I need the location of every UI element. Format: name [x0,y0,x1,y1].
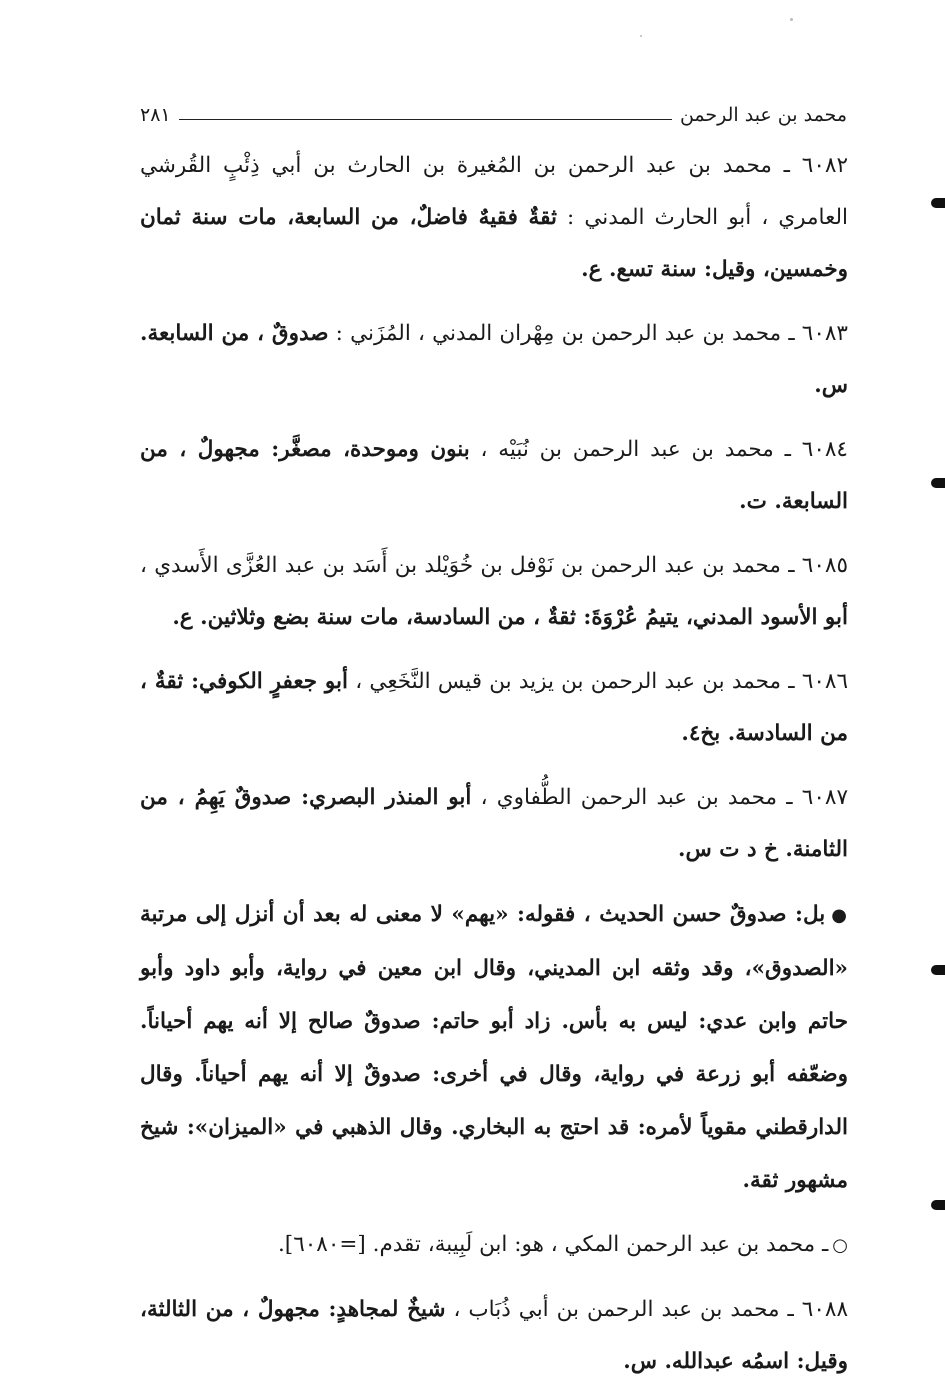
entry-6085 [140,540,848,644]
comment-text: بل: صدوقٌ حسن الحديث ، فقوله: «يهم» لا معنى له بعد أن أنزل إلى مرتبة «الصدوق»، وقد وثقه ابن المديني، وقال ابن معين في رواية، وأبو داود وأبو حاتم وابن عدي: ليس به بأس. زاد أبو حاتم: صدوقٌ صالح إلا أنه يهم أحياناً. وضعّفه أبو زرعة في رواية، وقال في أخرى: صدوقٌ إلا أنه يهم أحياناً. وقال الدارقطني مقوياً لأمره: قد احتج به البخاري. وقال الذهبي في «الميزان»: شيخ مشهور ثقة. [140,902,848,1193]
page-body [140,140,848,1400]
entry-6083 [140,308,848,412]
entry-grade: أبو المنذر البصري: صدوقٌ يَهِمُ ، من الثامنة. خ د ت س. [140,785,848,862]
entry-text: محمد بن عبد الرحمن بن نَوْفل بن خُوَيْلد بن أَسَد بن عبد العُزَّى الأَسدي ، [140,553,781,578]
scan-speck [640,35,642,37]
entry-text: محمد بن عبد الرحمن بن أبي ذُبَاب ، [453,1297,780,1322]
entry-grade: ثقةٌ فقيهٌ فاضلٌ، من السابعة، مات سنة ثمان وخمسين، وقيل: سنة تسع. ع. [140,205,848,282]
entry-6086 [140,656,848,760]
editor-comment [140,888,848,1207]
header-title: محمد بن عبد الرحمن [679,104,847,126]
entry-grade: أبو الأسود المدني، يتيمُ عُرْوَةَ: ثقةٌ ، من السادسة، مات سنة بضع وثلاثين. ع. [172,605,848,630]
page-edge-mark [931,965,945,975]
entry-grade: صدوقٌ ، من السابعة. س. [140,321,848,398]
entry-6087 [140,772,848,876]
page-edge-mark [931,1200,945,1210]
entry-number: ٦٠٨٦ ـ [788,669,849,694]
entry-text: محمد بن عبد الرحمن بن نُبَيْه ، [480,437,774,462]
entry-grade: شيخٌ لمجاهدٍ: مجهولٌ ، من الثالثة، وقيل: اسمُه عبدالله. س. [140,1297,848,1374]
open-circle-icon: ○ [832,1235,848,1256]
scan-speck [790,18,793,21]
entry-6084 [140,424,848,528]
page-edge-mark [931,478,945,488]
entry-grade: بنون وموحدة، مصغَّر: مجهولٌ ، من السابعة. ت. [140,437,848,514]
cross-ref-text: ـ محمد بن عبد الرحمن المكي ، هو: ابن لَبِيبة، تقدم. [=٦٠٨٠]. [277,1232,829,1257]
entry-grade: أبو جعفرٍ الكوفي: ثقةٌ ، من السادسة. بخ٤. [140,669,848,746]
entry-text: محمد بن عبد الرحمن بن المُغيرة بن الحارث بن أبي ذِئْبٍ القُرشي العامري ، أبو الحارث المدني : [140,153,848,230]
filled-circle-icon: ● [831,905,848,926]
header-rule [179,119,672,120]
entry-text: محمد بن عبد الرحمن بن مِهْران المدني ، المُزَني : [335,321,782,346]
entry-number: ٦٠٨٢ ـ [783,153,848,178]
cross-reference [140,1219,848,1272]
entry-text: محمد بن عبد الرحمن بن يزيد بن قيس النَّخَعِي ، [355,669,782,694]
entry-number: ٦٠٨٤ ـ [784,437,848,462]
entry-text: محمد بن عبد الرحمن الطُّفاوي ، [480,785,778,810]
page-edge-mark [931,198,945,208]
entry-number: ٦٠٨٧ ـ [786,785,848,810]
entry-6088 [140,1284,848,1388]
entry-number: ٦٠٨٣ ـ [788,321,848,346]
running-header [140,100,847,130]
entry-6082 [140,140,848,296]
page-number: ٢٨١ [140,104,171,126]
entry-number: ٦٠٨٨ ـ [787,1297,848,1322]
entry-number: ٦٠٨٥ ـ [788,553,848,578]
